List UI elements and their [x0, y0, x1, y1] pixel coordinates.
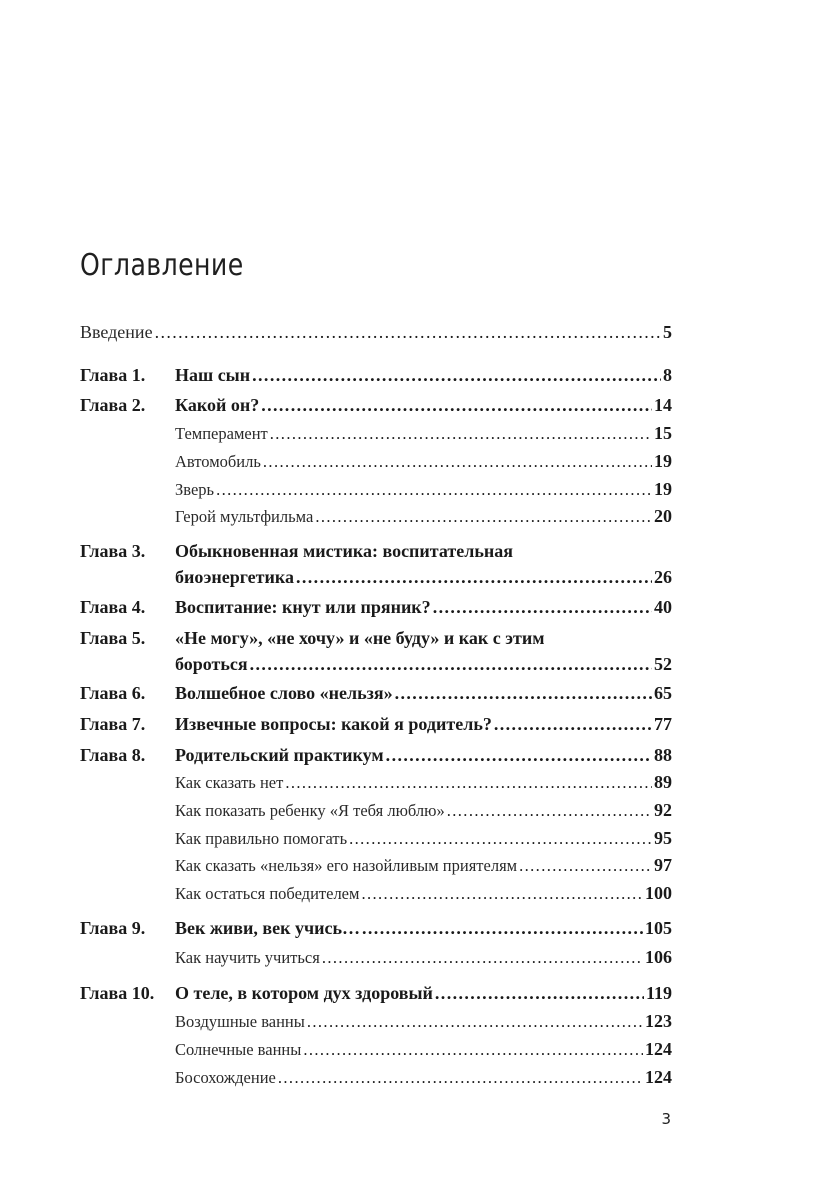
- dot-leader: [386, 742, 652, 768]
- toc-entry-page: 124: [645, 1067, 672, 1087]
- toc-entry-chapter-7[interactable]: [80, 711, 672, 737]
- dot-leader: [296, 564, 652, 590]
- toc-entry-title: Извечные вопросы: какой я родитель?: [175, 714, 492, 734]
- toc-entry-title: Зверь: [175, 480, 215, 499]
- toc-entry-title-line: «Не могу», «не хочу» и «не буду» и как с этим: [175, 628, 545, 648]
- toc-entry-section[interactable]: [80, 852, 672, 879]
- toc-entry-chapter-4[interactable]: [80, 594, 672, 620]
- dot-leader: [362, 915, 643, 941]
- toc-entry-page: 20: [654, 506, 672, 526]
- toc-entry-chapter-6[interactable]: [80, 680, 672, 706]
- chapter-number: Глава 3.: [80, 541, 146, 561]
- toc-entry-page: 92: [654, 800, 672, 820]
- chapter-number: Глава 8.: [80, 745, 146, 765]
- toc-entry-title: Как показать ребенку «Я тебя люблю»: [175, 801, 445, 820]
- dot-leader: [349, 826, 652, 852]
- toc-entry-page: 100: [645, 883, 672, 903]
- chapter-number: Глава 1.: [80, 365, 146, 385]
- toc-entry-page: 88: [654, 745, 672, 765]
- dot-leader: [263, 449, 652, 475]
- toc-entry-page: 19: [654, 451, 672, 471]
- toc-entry-chapter-5[interactable]: [80, 625, 672, 677]
- chapter-number: Глава 10.: [80, 983, 155, 1003]
- toc-entry-page: 106: [645, 947, 672, 967]
- toc-entry-chapter-1[interactable]: [80, 362, 672, 388]
- dot-leader: [494, 711, 652, 737]
- dot-leader: [250, 651, 652, 677]
- toc-entry-chapter-3[interactable]: [80, 538, 672, 590]
- toc-entry-page: 97: [654, 855, 672, 875]
- toc-entry-page: 65: [654, 683, 672, 703]
- toc-entry-section[interactable]: [80, 1008, 672, 1035]
- toc-entry-section[interactable]: [80, 880, 672, 907]
- dot-leader: [322, 945, 643, 971]
- toc-entry-title: Волшебное слово «нельзя»: [175, 683, 393, 703]
- toc-entry-page: 40: [654, 597, 672, 617]
- toc-entry-title: Герой мультфильма: [175, 507, 314, 526]
- toc-entry-section[interactable]: [80, 825, 672, 852]
- dot-leader: [270, 421, 652, 447]
- dot-leader: [216, 477, 652, 503]
- toc-entry-title-line: Обыкновенная мистика: воспитательная: [175, 541, 513, 561]
- toc-entry-section[interactable]: [80, 1036, 672, 1063]
- toc-entry-page: 123: [645, 1011, 672, 1031]
- toc-entry-title: биоэнергетика: [175, 567, 294, 587]
- dot-leader: [395, 680, 652, 706]
- dot-leader: [433, 594, 652, 620]
- toc-entry-section[interactable]: [80, 420, 672, 447]
- toc-entry-chapter-2[interactable]: [80, 392, 672, 418]
- toc-entry-section[interactable]: [80, 769, 672, 796]
- chapter-number: Глава 7.: [80, 714, 146, 734]
- toc-entry-title: Родительский практикум: [175, 745, 384, 765]
- toc-entry-title: Как правильно помогать: [175, 829, 348, 848]
- dot-leader: [361, 881, 643, 907]
- dot-leader: [447, 798, 652, 824]
- toc-entry-title: Как научить учиться: [175, 948, 320, 967]
- toc-entry-title: Как сказать нет: [175, 773, 284, 792]
- toc-entry-title: Босохождение: [175, 1068, 276, 1087]
- dot-leader: [252, 362, 661, 388]
- toc-entry-chapter-8[interactable]: [80, 742, 672, 768]
- toc-entry-title: О теле, в котором дух здоровый: [175, 983, 433, 1003]
- toc-entry-title: Какой он?: [175, 395, 260, 415]
- toc-entry-title: Воздушные ванны: [175, 1012, 305, 1031]
- toc-entry-page: 19: [654, 479, 672, 499]
- dot-leader: [307, 1009, 643, 1035]
- toc-entry-page: 14: [654, 395, 672, 415]
- dot-leader: [303, 1037, 643, 1063]
- dot-leader: [278, 1065, 643, 1091]
- chapter-number: Глава 4.: [80, 597, 146, 617]
- toc-entry-page: 5: [663, 322, 672, 342]
- toc-entry-page: 77: [654, 714, 672, 734]
- dot-leader: [285, 770, 652, 796]
- toc-entry-page: 89: [654, 772, 672, 792]
- toc-entry-section[interactable]: [80, 1064, 672, 1091]
- toc-entry-title: Солнечные ванны: [175, 1040, 302, 1059]
- toc-entry-chapter-10[interactable]: [80, 980, 672, 1006]
- toc-entry-section[interactable]: [80, 503, 672, 530]
- toc-entry-page: 52: [654, 654, 672, 674]
- dot-leader: [315, 504, 652, 530]
- toc-entry-page: 26: [654, 567, 672, 587]
- chapter-number: Глава 9.: [80, 918, 146, 938]
- chapter-number: Глава 5.: [80, 628, 146, 648]
- toc-entry-title: Темперамент: [175, 424, 268, 443]
- toc-entry-title: Автомобиль: [175, 452, 261, 471]
- toc-entry-page: 15: [654, 423, 672, 443]
- chapter-number: Глава 2.: [80, 395, 146, 415]
- toc-entry-page: 124: [645, 1039, 672, 1059]
- toc-entry-page: 8: [663, 365, 672, 385]
- toc-entry-section[interactable]: [80, 476, 672, 503]
- toc-entry-title: бороться: [175, 654, 248, 674]
- toc-entry-intro[interactable]: [80, 319, 672, 345]
- toc-entry-title: Введение: [80, 322, 153, 342]
- toc-entry-page: 119: [645, 983, 672, 1003]
- toc-entry-title: Как сказать «нельзя» его назойливым приятелям: [175, 856, 518, 875]
- toc-entry-title: Воспитание: кнут или пряник?: [175, 597, 431, 617]
- page-number: 3: [661, 1110, 671, 1128]
- chapter-number: Глава 6.: [80, 683, 146, 703]
- dot-leader: [519, 853, 652, 879]
- toc-entry-title: Как остаться победителем: [175, 884, 360, 903]
- dot-leader: [261, 392, 652, 418]
- page-title: Оглавление: [80, 248, 244, 283]
- toc-entry-section[interactable]: [80, 944, 672, 971]
- dot-leader: [155, 319, 661, 345]
- toc-entry-title: Век живи, век учись…: [175, 918, 360, 938]
- toc-entry-title: Наш сын: [175, 365, 251, 385]
- toc-entry-chapter-9[interactable]: [80, 915, 672, 941]
- toc-entry-section[interactable]: [80, 797, 672, 824]
- dot-leader: [435, 980, 644, 1006]
- toc-entry-page: 105: [645, 918, 672, 938]
- toc-entry-section[interactable]: [80, 448, 672, 475]
- toc-entry-page: 95: [654, 828, 672, 848]
